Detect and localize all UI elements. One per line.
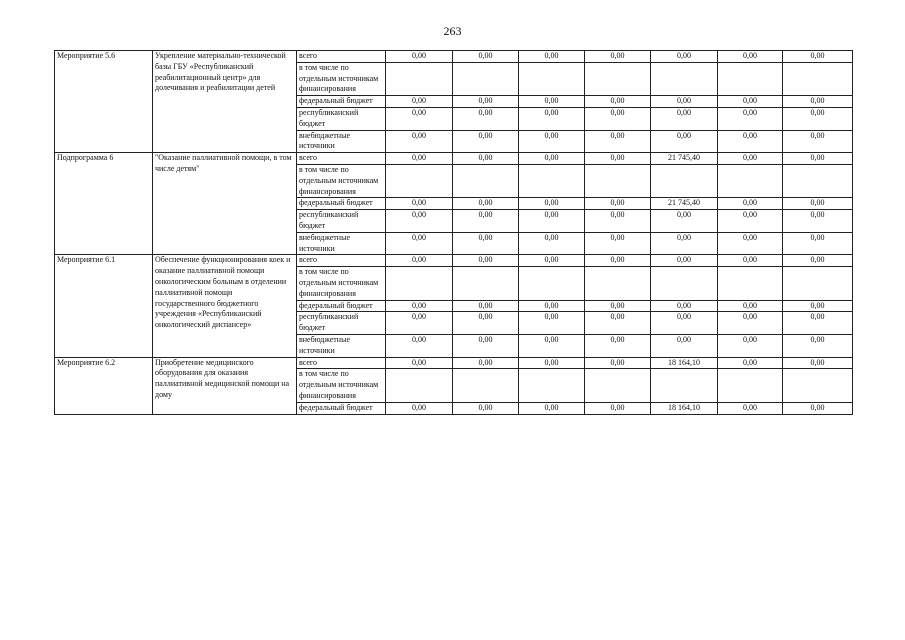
amount-cell: 0,00 bbox=[783, 96, 853, 108]
amount-cell: 0,00 bbox=[783, 153, 853, 165]
amount-cell bbox=[651, 164, 718, 197]
amount-cell: 0,00 bbox=[783, 130, 853, 153]
amount-cell bbox=[651, 369, 718, 402]
amount-cell: 0,00 bbox=[519, 402, 585, 414]
amount-cell: 21 745,40 bbox=[651, 153, 718, 165]
amount-cell: 0,00 bbox=[453, 107, 519, 130]
amount-cell bbox=[585, 267, 651, 300]
table-row bbox=[55, 255, 853, 267]
funding-source-label: внебюджетные источники bbox=[297, 130, 386, 153]
row-description: Укрепление материально-технической базы ГБУ «Республиканский реабилитационный центр» для долечивания и реабилитации детей bbox=[153, 51, 297, 153]
amount-cell bbox=[386, 369, 453, 402]
amount-cell: 0,00 bbox=[651, 51, 718, 63]
amount-cell: 0,00 bbox=[783, 402, 853, 414]
amount-cell: 0,00 bbox=[519, 334, 585, 357]
amount-cell: 0,00 bbox=[519, 107, 585, 130]
funding-source-label: в том числе по отдельным источникам финансирования bbox=[297, 369, 386, 402]
funding-source-label: в том числе по отдельным источникам финансирования bbox=[297, 164, 386, 197]
amount-cell bbox=[453, 62, 519, 95]
amount-cell: 0,00 bbox=[386, 357, 453, 369]
amount-cell: 0,00 bbox=[718, 130, 783, 153]
amount-cell: 0,00 bbox=[386, 198, 453, 210]
amount-cell: 0,00 bbox=[783, 357, 853, 369]
amount-cell: 0,00 bbox=[519, 357, 585, 369]
amount-cell: 0,00 bbox=[651, 232, 718, 255]
amount-cell: 0,00 bbox=[453, 334, 519, 357]
amount-cell: 0,00 bbox=[453, 300, 519, 312]
amount-cell bbox=[783, 267, 853, 300]
table-row bbox=[55, 51, 853, 63]
amount-cell: 0,00 bbox=[519, 96, 585, 108]
amount-cell: 0,00 bbox=[585, 210, 651, 233]
amount-cell: 0,00 bbox=[386, 96, 453, 108]
amount-cell: 0,00 bbox=[718, 255, 783, 267]
amount-cell: 0,00 bbox=[519, 255, 585, 267]
amount-cell bbox=[651, 62, 718, 95]
amount-cell: 0,00 bbox=[519, 153, 585, 165]
funding-source-label: федеральный бюджет bbox=[297, 300, 386, 312]
amount-cell: 0,00 bbox=[386, 51, 453, 63]
funding-source-label: всего bbox=[297, 255, 386, 267]
amount-cell: 0,00 bbox=[651, 210, 718, 233]
page-number: 263 bbox=[443, 24, 462, 38]
amount-cell: 0,00 bbox=[453, 357, 519, 369]
amount-cell: 0,00 bbox=[386, 210, 453, 233]
amount-cell: 0,00 bbox=[783, 300, 853, 312]
amount-cell: 0,00 bbox=[783, 232, 853, 255]
budget-table bbox=[54, 50, 853, 415]
amount-cell: 0,00 bbox=[453, 210, 519, 233]
row-title: Мероприятие 6.1 bbox=[55, 255, 153, 357]
amount-cell bbox=[783, 369, 853, 402]
amount-cell: 0,00 bbox=[386, 130, 453, 153]
funding-source-label: республиканский бюджет bbox=[297, 312, 386, 335]
amount-cell bbox=[718, 369, 783, 402]
amount-cell bbox=[453, 164, 519, 197]
amount-cell: 0,00 bbox=[585, 300, 651, 312]
amount-cell: 0,00 bbox=[783, 198, 853, 210]
amount-cell: 0,00 bbox=[651, 130, 718, 153]
amount-cell: 0,00 bbox=[386, 312, 453, 335]
amount-cell: 0,00 bbox=[718, 107, 783, 130]
amount-cell bbox=[519, 267, 585, 300]
funding-source-label: в том числе по отдельным источникам финансирования bbox=[297, 62, 386, 95]
amount-cell bbox=[718, 267, 783, 300]
amount-cell: 0,00 bbox=[585, 198, 651, 210]
amount-cell: 0,00 bbox=[651, 107, 718, 130]
funding-source-label: республиканский бюджет bbox=[297, 107, 386, 130]
amount-cell: 0,00 bbox=[718, 153, 783, 165]
table-row bbox=[55, 153, 853, 165]
amount-cell bbox=[585, 164, 651, 197]
amount-cell: 0,00 bbox=[718, 402, 783, 414]
amount-cell: 0,00 bbox=[783, 255, 853, 267]
amount-cell: 0,00 bbox=[718, 198, 783, 210]
amount-cell: 0,00 bbox=[783, 107, 853, 130]
funding-source-label: в том числе по отдельным источникам финансирования bbox=[297, 267, 386, 300]
amount-cell: 0,00 bbox=[585, 232, 651, 255]
amount-cell: 0,00 bbox=[386, 255, 453, 267]
amount-cell: 0,00 bbox=[585, 402, 651, 414]
amount-cell: 0,00 bbox=[783, 51, 853, 63]
amount-cell: 21 745,40 bbox=[651, 198, 718, 210]
amount-cell: 0,00 bbox=[651, 96, 718, 108]
amount-cell bbox=[386, 62, 453, 95]
funding-source-label: федеральный бюджет bbox=[297, 402, 386, 414]
amount-cell: 18 164,10 bbox=[651, 402, 718, 414]
funding-source-label: федеральный бюджет bbox=[297, 96, 386, 108]
funding-source-label: всего bbox=[297, 357, 386, 369]
row-description: "Оказание паллиативной помощи, в том числе детям" bbox=[153, 153, 297, 255]
amount-cell: 0,00 bbox=[386, 334, 453, 357]
amount-cell: 0,00 bbox=[585, 107, 651, 130]
amount-cell: 0,00 bbox=[585, 153, 651, 165]
amount-cell: 0,00 bbox=[718, 232, 783, 255]
amount-cell: 0,00 bbox=[783, 312, 853, 335]
amount-cell bbox=[718, 62, 783, 95]
amount-cell: 0,00 bbox=[718, 312, 783, 335]
amount-cell: 0,00 bbox=[585, 255, 651, 267]
amount-cell: 0,00 bbox=[585, 96, 651, 108]
amount-cell: 0,00 bbox=[651, 300, 718, 312]
funding-source-label: федеральный бюджет bbox=[297, 198, 386, 210]
amount-cell: 0,00 bbox=[386, 232, 453, 255]
amount-cell: 0,00 bbox=[453, 232, 519, 255]
amount-cell bbox=[651, 267, 718, 300]
amount-cell: 0,00 bbox=[718, 210, 783, 233]
row-title: Мероприятие 6.2 bbox=[55, 357, 153, 414]
table-body bbox=[55, 51, 853, 415]
amount-cell: 18 164,10 bbox=[651, 357, 718, 369]
amount-cell: 0,00 bbox=[519, 51, 585, 63]
funding-source-label: всего bbox=[297, 51, 386, 63]
amount-cell: 0,00 bbox=[519, 210, 585, 233]
amount-cell: 0,00 bbox=[519, 312, 585, 335]
funding-source-label: республиканский бюджет bbox=[297, 210, 386, 233]
row-title: Мероприятие 5.6 bbox=[55, 51, 153, 153]
amount-cell bbox=[783, 164, 853, 197]
funding-source-label: внебюджетные источники bbox=[297, 232, 386, 255]
amount-cell: 0,00 bbox=[519, 232, 585, 255]
amount-cell bbox=[519, 369, 585, 402]
amount-cell bbox=[718, 164, 783, 197]
funding-source-label: всего bbox=[297, 153, 386, 165]
amount-cell bbox=[453, 369, 519, 402]
amount-cell: 0,00 bbox=[453, 312, 519, 335]
amount-cell bbox=[519, 62, 585, 95]
amount-cell bbox=[585, 369, 651, 402]
amount-cell: 0,00 bbox=[718, 96, 783, 108]
row-title: Подпрограмма 6 bbox=[55, 153, 153, 255]
amount-cell bbox=[386, 164, 453, 197]
amount-cell: 0,00 bbox=[453, 130, 519, 153]
amount-cell: 0,00 bbox=[783, 210, 853, 233]
amount-cell bbox=[386, 267, 453, 300]
amount-cell: 0,00 bbox=[386, 153, 453, 165]
amount-cell: 0,00 bbox=[585, 51, 651, 63]
amount-cell: 0,00 bbox=[453, 402, 519, 414]
amount-cell: 0,00 bbox=[386, 107, 453, 130]
amount-cell: 0,00 bbox=[585, 357, 651, 369]
amount-cell: 0,00 bbox=[519, 300, 585, 312]
funding-source-label: внебюджетные источники bbox=[297, 334, 386, 357]
amount-cell: 0,00 bbox=[386, 402, 453, 414]
amount-cell: 0,00 bbox=[453, 153, 519, 165]
amount-cell: 0,00 bbox=[453, 96, 519, 108]
row-description: Обеспечение функционирования коек и оказание паллиативной помощи онкологическим больным в отделении паллиативной помощи государственного бюджетного учреждения «Республиканский онкологический диспансер» bbox=[153, 255, 297, 357]
amount-cell: 0,00 bbox=[585, 334, 651, 357]
amount-cell: 0,00 bbox=[783, 334, 853, 357]
row-description: Приобретение медицинского оборудования для оказания паллиативной медицинской помощи на дому bbox=[153, 357, 297, 414]
table-row bbox=[55, 357, 853, 369]
amount-cell: 0,00 bbox=[453, 51, 519, 63]
amount-cell: 0,00 bbox=[386, 300, 453, 312]
amount-cell: 0,00 bbox=[519, 130, 585, 153]
amount-cell: 0,00 bbox=[718, 300, 783, 312]
amount-cell: 0,00 bbox=[453, 255, 519, 267]
amount-cell: 0,00 bbox=[651, 312, 718, 335]
amount-cell: 0,00 bbox=[453, 198, 519, 210]
amount-cell: 0,00 bbox=[718, 357, 783, 369]
amount-cell: 0,00 bbox=[585, 312, 651, 335]
amount-cell: 0,00 bbox=[519, 198, 585, 210]
amount-cell: 0,00 bbox=[585, 130, 651, 153]
amount-cell: 0,00 bbox=[651, 255, 718, 267]
amount-cell bbox=[519, 164, 585, 197]
amount-cell bbox=[585, 62, 651, 95]
amount-cell: 0,00 bbox=[718, 334, 783, 357]
amount-cell: 0,00 bbox=[651, 334, 718, 357]
amount-cell bbox=[783, 62, 853, 95]
amount-cell: 0,00 bbox=[718, 51, 783, 63]
amount-cell bbox=[453, 267, 519, 300]
